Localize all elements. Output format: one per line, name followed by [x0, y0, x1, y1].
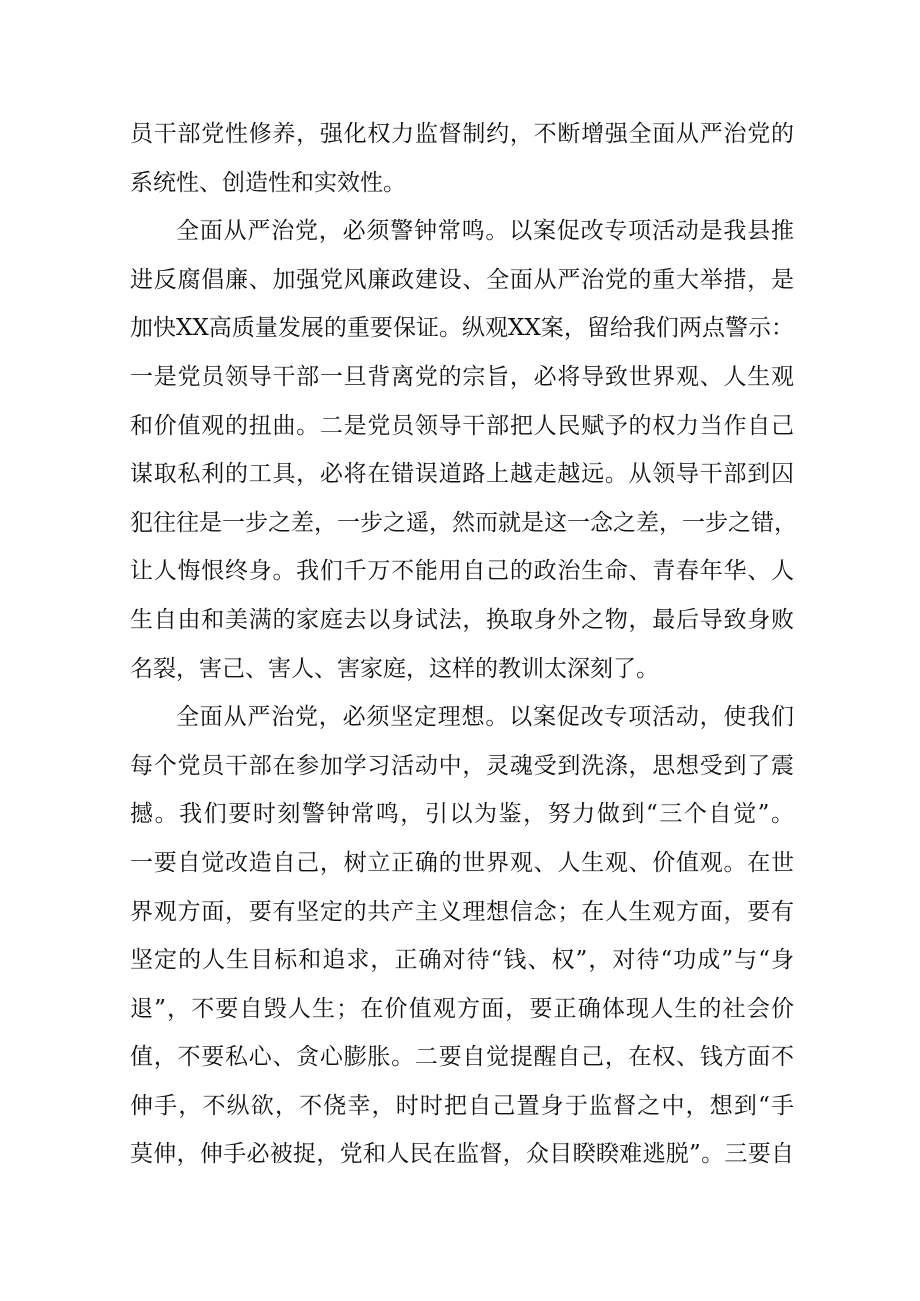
text-line: 生自由和美满的家庭去以身试法，换取身外之物，最后导致身败 [130, 606, 794, 633]
text-line: 撼。我们要时刻警钟常鸣，引以为鉴，努力做到“三个自觉”。 [130, 801, 794, 828]
text-line: 让人悔恨终身。我们千万不能用自己的政治生命、青春年华、人 [130, 558, 794, 585]
text-line: 和价值观的扭曲。二是党员领导干部把人民赋予的权力当作自己 [130, 412, 794, 439]
text-line: 系统性、创造性和实效性。 [130, 169, 406, 196]
text-line: 伸手，不纵欲，不侥幸，时时把自己置身于监督之中，想到“手 [130, 1092, 794, 1119]
text-line: 加快XX高质量发展的重要保证。纵观XX案，留给我们两点警示： [130, 315, 794, 342]
text-line: 员干部党性修养，强化权力监督制约，不断增强全面从严治党的 [130, 121, 794, 147]
text-line: 界观方面，要有坚定的共产主义理想信念；在人生观方面，要有 [130, 898, 794, 925]
text-line: 犯往往是一步之差，一步之遥，然而就是这一念之差，一步之错， [130, 509, 797, 536]
text-line: 莫伸，伸手必被捉，党和人民在监督，众目睽睽难逃脱”。三要自 [130, 1141, 794, 1168]
text-line: 名裂，害己、害人、害家庭，这样的教训太深刻了。 [130, 655, 659, 682]
text-line: 坚定的人生目标和追求，正确对待“钱、权”，对待“功成”与“身 [130, 947, 794, 974]
text-line: 值，不要私心、贪心膨胀。二要自觉提醒自己，在权、钱方面不 [130, 1044, 794, 1071]
text-line: 退”，不要自毁人生；在价值观方面，要正确体现人生的社会价 [130, 995, 794, 1022]
text-line: 进反腐倡廉、加强党风廉政建设、全面从严治党的重大举措，是 [130, 266, 794, 293]
paragraph-start-line: 全面从严治党，必须警钟常鸣。以案促改专项活动是我县推 [176, 218, 794, 245]
paragraph-start-line: 全面从严治党，必须坚定理想。以案促改专项活动，使我们 [176, 704, 794, 731]
document-body [130, 110, 797, 1179]
text-line: 谋取私利的工具，必将在错误道路上越走越远。从领导干部到囚 [130, 461, 794, 488]
text-line: 一要自觉改造自己，树立正确的世界观、人生观、价值观。在世 [130, 849, 794, 876]
text-line: 一是党员领导干部一旦背离党的宗旨，必将导致世界观、人生观 [130, 363, 794, 390]
text-line: 每个党员干部在参加学习活动中，灵魂受到洗涤，思想受到了震 [130, 752, 794, 779]
